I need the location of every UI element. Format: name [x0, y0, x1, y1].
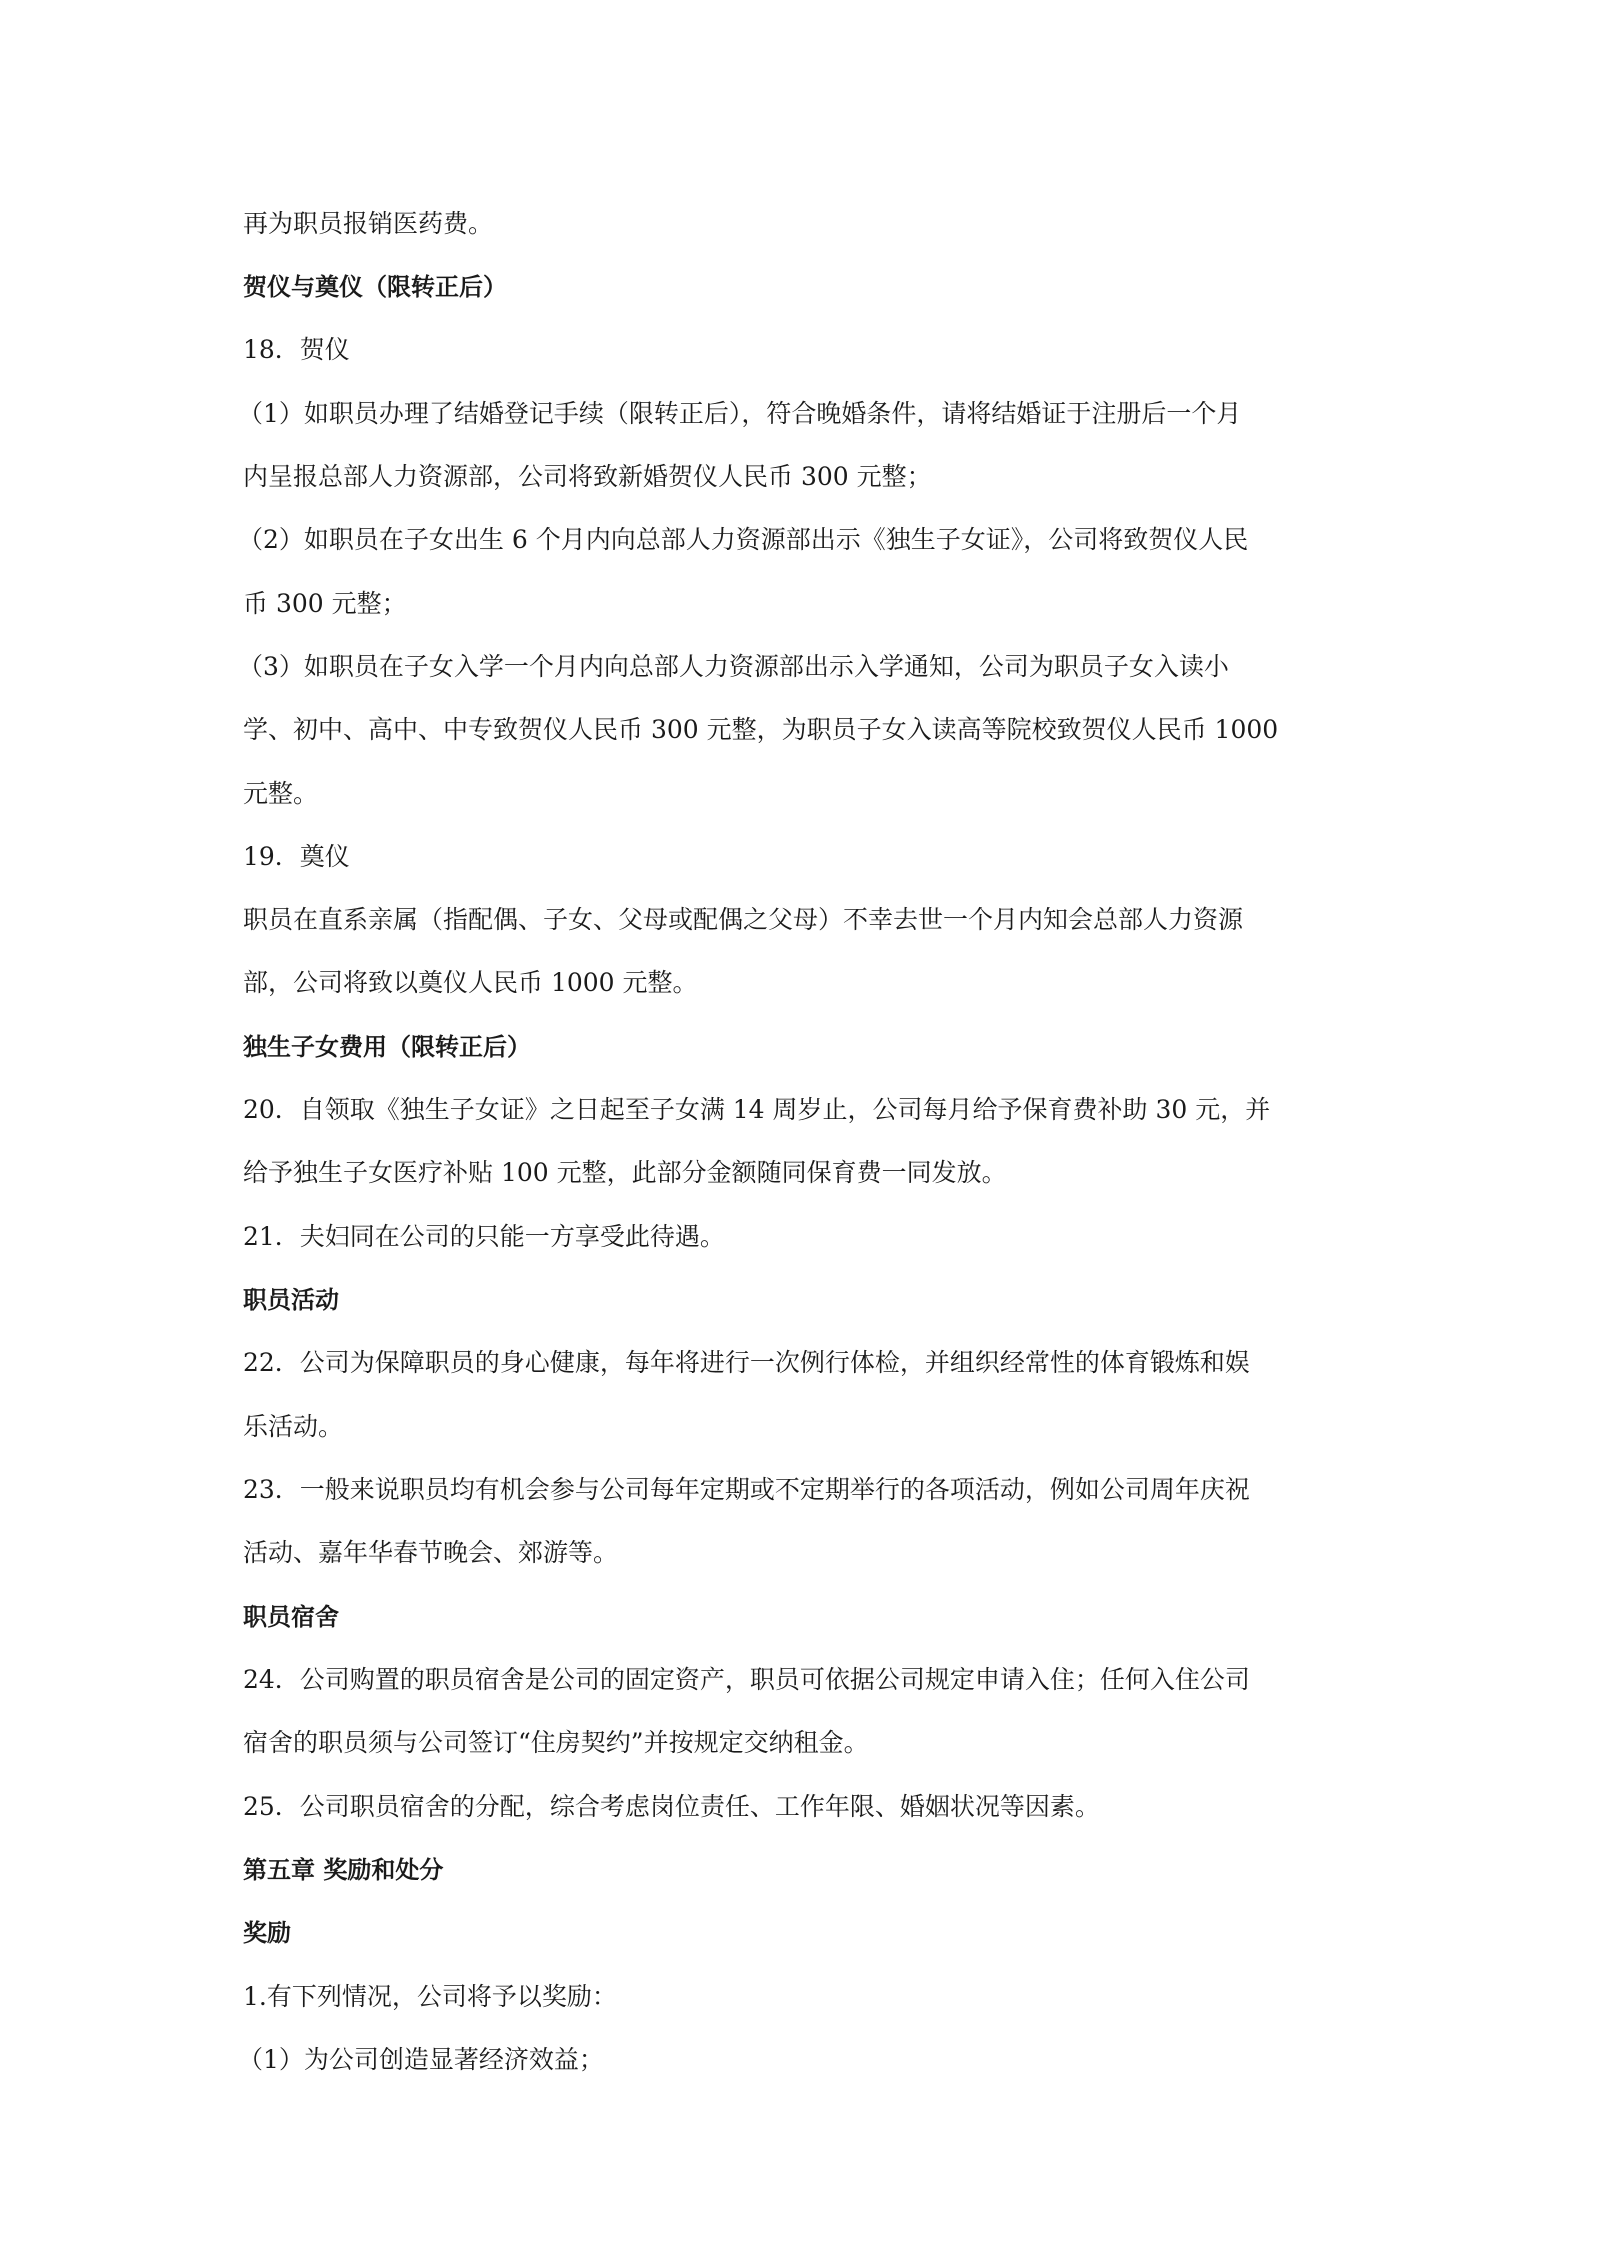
- paragraph-line: 元整。: [243, 779, 319, 808]
- paragraph-line: 职员在直系亲属（指配偶、子女、父母或配偶之父母）不幸去世一个月内知会总部人力资源: [243, 905, 1244, 934]
- paragraph-line: （3）如职员在子女入学一个月内向总部人力资源部出示入学通知，公司为职员子女入读小: [238, 652, 1229, 681]
- paragraph-line: 1.有下列情况，公司将予以奖励：: [243, 1982, 617, 2011]
- section-heading: 奖励: [243, 1919, 291, 1947]
- section-heading: 独生子女费用（限转正后）: [243, 1033, 531, 1061]
- paragraph-line: 23．一般来说职员均有机会参与公司每年定期或不定期举行的各项活动，例如公司周年庆祝: [243, 1475, 1250, 1504]
- paragraph-line: 21．夫妇同在公司的只能一方享受此待遇。: [243, 1222, 725, 1251]
- paragraph-line: （1）为公司创造显著经济效益；: [238, 2045, 604, 2074]
- paragraph-line: 乐活动。: [243, 1412, 344, 1441]
- paragraph-line: 活动、嘉年华春节晚会、郊游等。: [243, 1538, 619, 1567]
- item-heading: 18．贺仪: [243, 335, 350, 364]
- section-heading: 职员活动: [243, 1286, 339, 1314]
- section-heading: 职员宿舍: [243, 1603, 339, 1631]
- chapter-heading: 第五章 奖励和处分: [243, 1856, 444, 1884]
- paragraph-line: 宿舍的职员须与公司签订“住房契约”并按规定交纳租金。: [243, 1728, 869, 1757]
- paragraph-line: 给予独生子女医疗补贴 100 元整，此部分金额随同保育费一同发放。: [243, 1158, 1007, 1187]
- paragraph-line: 再为职员报销医药费。: [243, 209, 494, 238]
- paragraph-line: 部，公司将致以奠仪人民币 1000 元整。: [243, 968, 698, 997]
- paragraph-line: 24．公司购置的职员宿舍是公司的固定资产，职员可依据公司规定申请入住；任何入住公司: [243, 1665, 1250, 1694]
- paragraph-line: （2）如职员在子女出生 6 个月内向总部人力资源部出示《独生子女证》，公司将致贺仪人民: [238, 525, 1249, 554]
- section-heading: 贺仪与奠仪（限转正后）: [243, 273, 507, 301]
- item-heading: 19．奠仪: [243, 842, 350, 871]
- paragraph-line: 25．公司职员宿舍的分配，综合考虑岗位责任、工作年限、婚姻状况等因素。: [243, 1792, 1100, 1821]
- paragraph-line: 22．公司为保障职员的身心健康，每年将进行一次例行体检，并组织经常性的体育锻炼和娱: [243, 1348, 1250, 1377]
- paragraph-line: 币 300 元整；: [243, 589, 407, 618]
- paragraph-line: 内呈报总部人力资源部，公司将致新婚贺仪人民币 300 元整；: [243, 462, 932, 491]
- paragraph-line: 20．自领取《独生子女证》之日起至子女满 14 周岁止，公司每月给予保育费补助 30 元，并: [243, 1095, 1271, 1124]
- paragraph-line: （1）如职员办理了结婚登记手续（限转正后），符合晚婚条件，请将结婚证于注册后一个月: [238, 399, 1242, 428]
- paragraph-line: 学、初中、高中、中专致贺仪人民币 300 元整，为职员子女入读高等院校致贺仪人民币 1000: [243, 715, 1279, 744]
